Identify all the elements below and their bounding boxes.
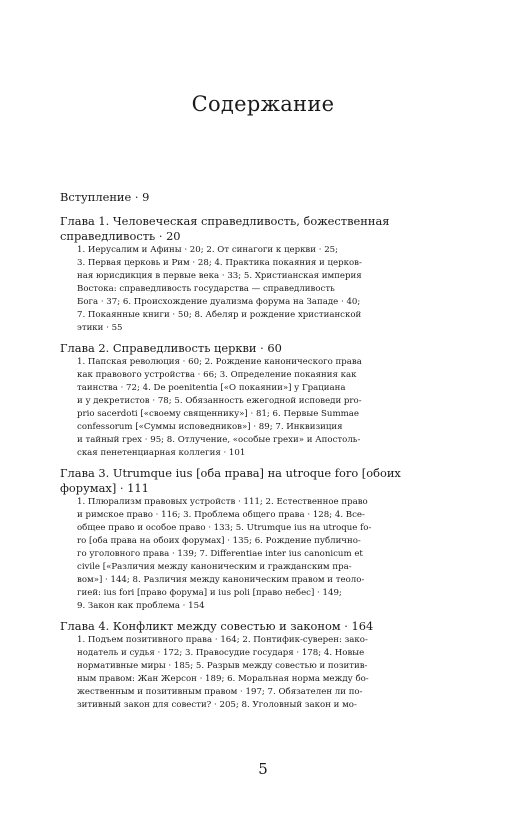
section-line: как правового устройства · 66; 3. Определение покаяния как: [77, 370, 357, 380]
section-line: ro [оба права на обоих форумах] · 135; 6. Рождение публично-: [77, 536, 361, 546]
toc-chapters: [60, 214, 464, 712]
page-number: 5: [258, 760, 268, 778]
section-line: 1. Папская революция · 60; 2. Рождение канонического права: [77, 357, 362, 367]
section-line: prio sacerdoti [«своему священнику»] · 81; 6. Первые Summae: [77, 409, 359, 419]
chapter-title-line: Глава 4. Конфликт между совестью и законом · 164: [60, 619, 374, 633]
section-line: и у декретистов · 78; 5. Обязанность ежегодной исповеди pro-: [77, 396, 362, 406]
section-line: и тайный грех · 95; 8. Отлучение, «особые грехи» и Апостоль-: [77, 435, 361, 445]
section-line: этики · 55: [77, 323, 123, 333]
page-title: Содержание: [191, 92, 335, 116]
section-line: Бога · 37; 6. Происхождение дуализма форума на Западе · 40;: [77, 297, 361, 307]
chapter-title-line: Глава 2. Справедливость церкви · 60: [60, 341, 282, 355]
chapter-sections: [77, 244, 464, 335]
chapter-sections: [77, 356, 464, 460]
chapter-title-line: справедливость · 20: [60, 229, 181, 243]
section-line: confessorum [«Суммы исповедников»] · 89; 7. Инквизиция: [77, 422, 343, 432]
section-line: ным правом: Жан Жерсон · 189; 6. Моральная норма между бо-: [77, 674, 369, 684]
toc-chapter: [60, 619, 464, 712]
section-line: нормативные миры · 185; 5. Разрыв между совестью и позитив-: [77, 661, 368, 671]
section-line: гией: ius fori [право форума] и ius poli [право небес] · 149;: [77, 588, 342, 598]
section-line: 1. Плюрализм правовых устройств · 111; 2. Естественное право: [77, 497, 368, 507]
section-line: го уголовного права · 139; 7. Differentiae inter ius canonicum et: [77, 549, 363, 559]
section-line: таинства · 72; 4. De poenitentia [«О покаянии»] у Грациана: [77, 383, 346, 393]
section-line: 9. Закон как проблема · 154: [77, 601, 205, 611]
section-line: жественным и позитивным правом · 197; 7. Обязателен ли по-: [77, 687, 363, 697]
chapter-sections: [77, 634, 464, 712]
chapter-sections: [77, 496, 464, 613]
chapter-title: [60, 619, 464, 634]
section-line: зитивный закон для совести? · 205; 8. Уголовный закон и мо-: [77, 700, 357, 710]
section-line: civile [«Различия между каноническим и гражданским пра-: [77, 562, 352, 572]
table-of-contents: [60, 190, 464, 718]
chapter-title: [60, 466, 464, 496]
chapter-title-line: форумах] · 111: [60, 481, 149, 495]
section-line: ная юрисдикция в первые века · 33; 5. Христианская империя: [77, 271, 362, 281]
chapter-title-line: Глава 1. Человеческая справедливость, божественная: [60, 214, 390, 228]
section-line: 7. Покаянные книги · 50; 8. Абеляр и рождение христианской: [77, 310, 362, 320]
section-line: общее право и особое право · 133; 5. Utrumque ius на utroque fo-: [77, 523, 372, 533]
chapter-title: [60, 341, 464, 356]
chapter-title-line: Глава 3. Utrumque ius [оба права] на utroque foro [обоих: [60, 466, 401, 480]
section-line: вом»] · 144; 8. Различия между каноническим правом и теоло-: [77, 575, 365, 585]
section-line: 1. Подъем позитивного права · 164; 2. Понтифик-суверен: зако-: [77, 635, 368, 645]
toc-chapter: [60, 214, 464, 335]
toc-chapter: [60, 341, 464, 460]
chapter-title: [60, 214, 464, 244]
section-line: и римское право · 116; 3. Проблема общего права · 128; 4. Все-: [77, 510, 365, 520]
toc-chapter: [60, 466, 464, 613]
section-line: ская пенетенциарная коллегия · 101: [77, 448, 246, 458]
section-line: Востока: справедливость государства — справедливость: [77, 284, 335, 294]
toc-intro: Вступление · 9: [60, 190, 150, 204]
section-line: 1. Иерусалим и Афины · 20; 2. От синагоги к церкви · 25;: [77, 245, 339, 255]
section-line: нодатель и судья · 172; 3. Правосудие государя · 178; 4. Новые: [77, 648, 365, 658]
section-line: 3. Первая церковь и Рим · 28; 4. Практика покаяния и церков-: [77, 258, 362, 268]
